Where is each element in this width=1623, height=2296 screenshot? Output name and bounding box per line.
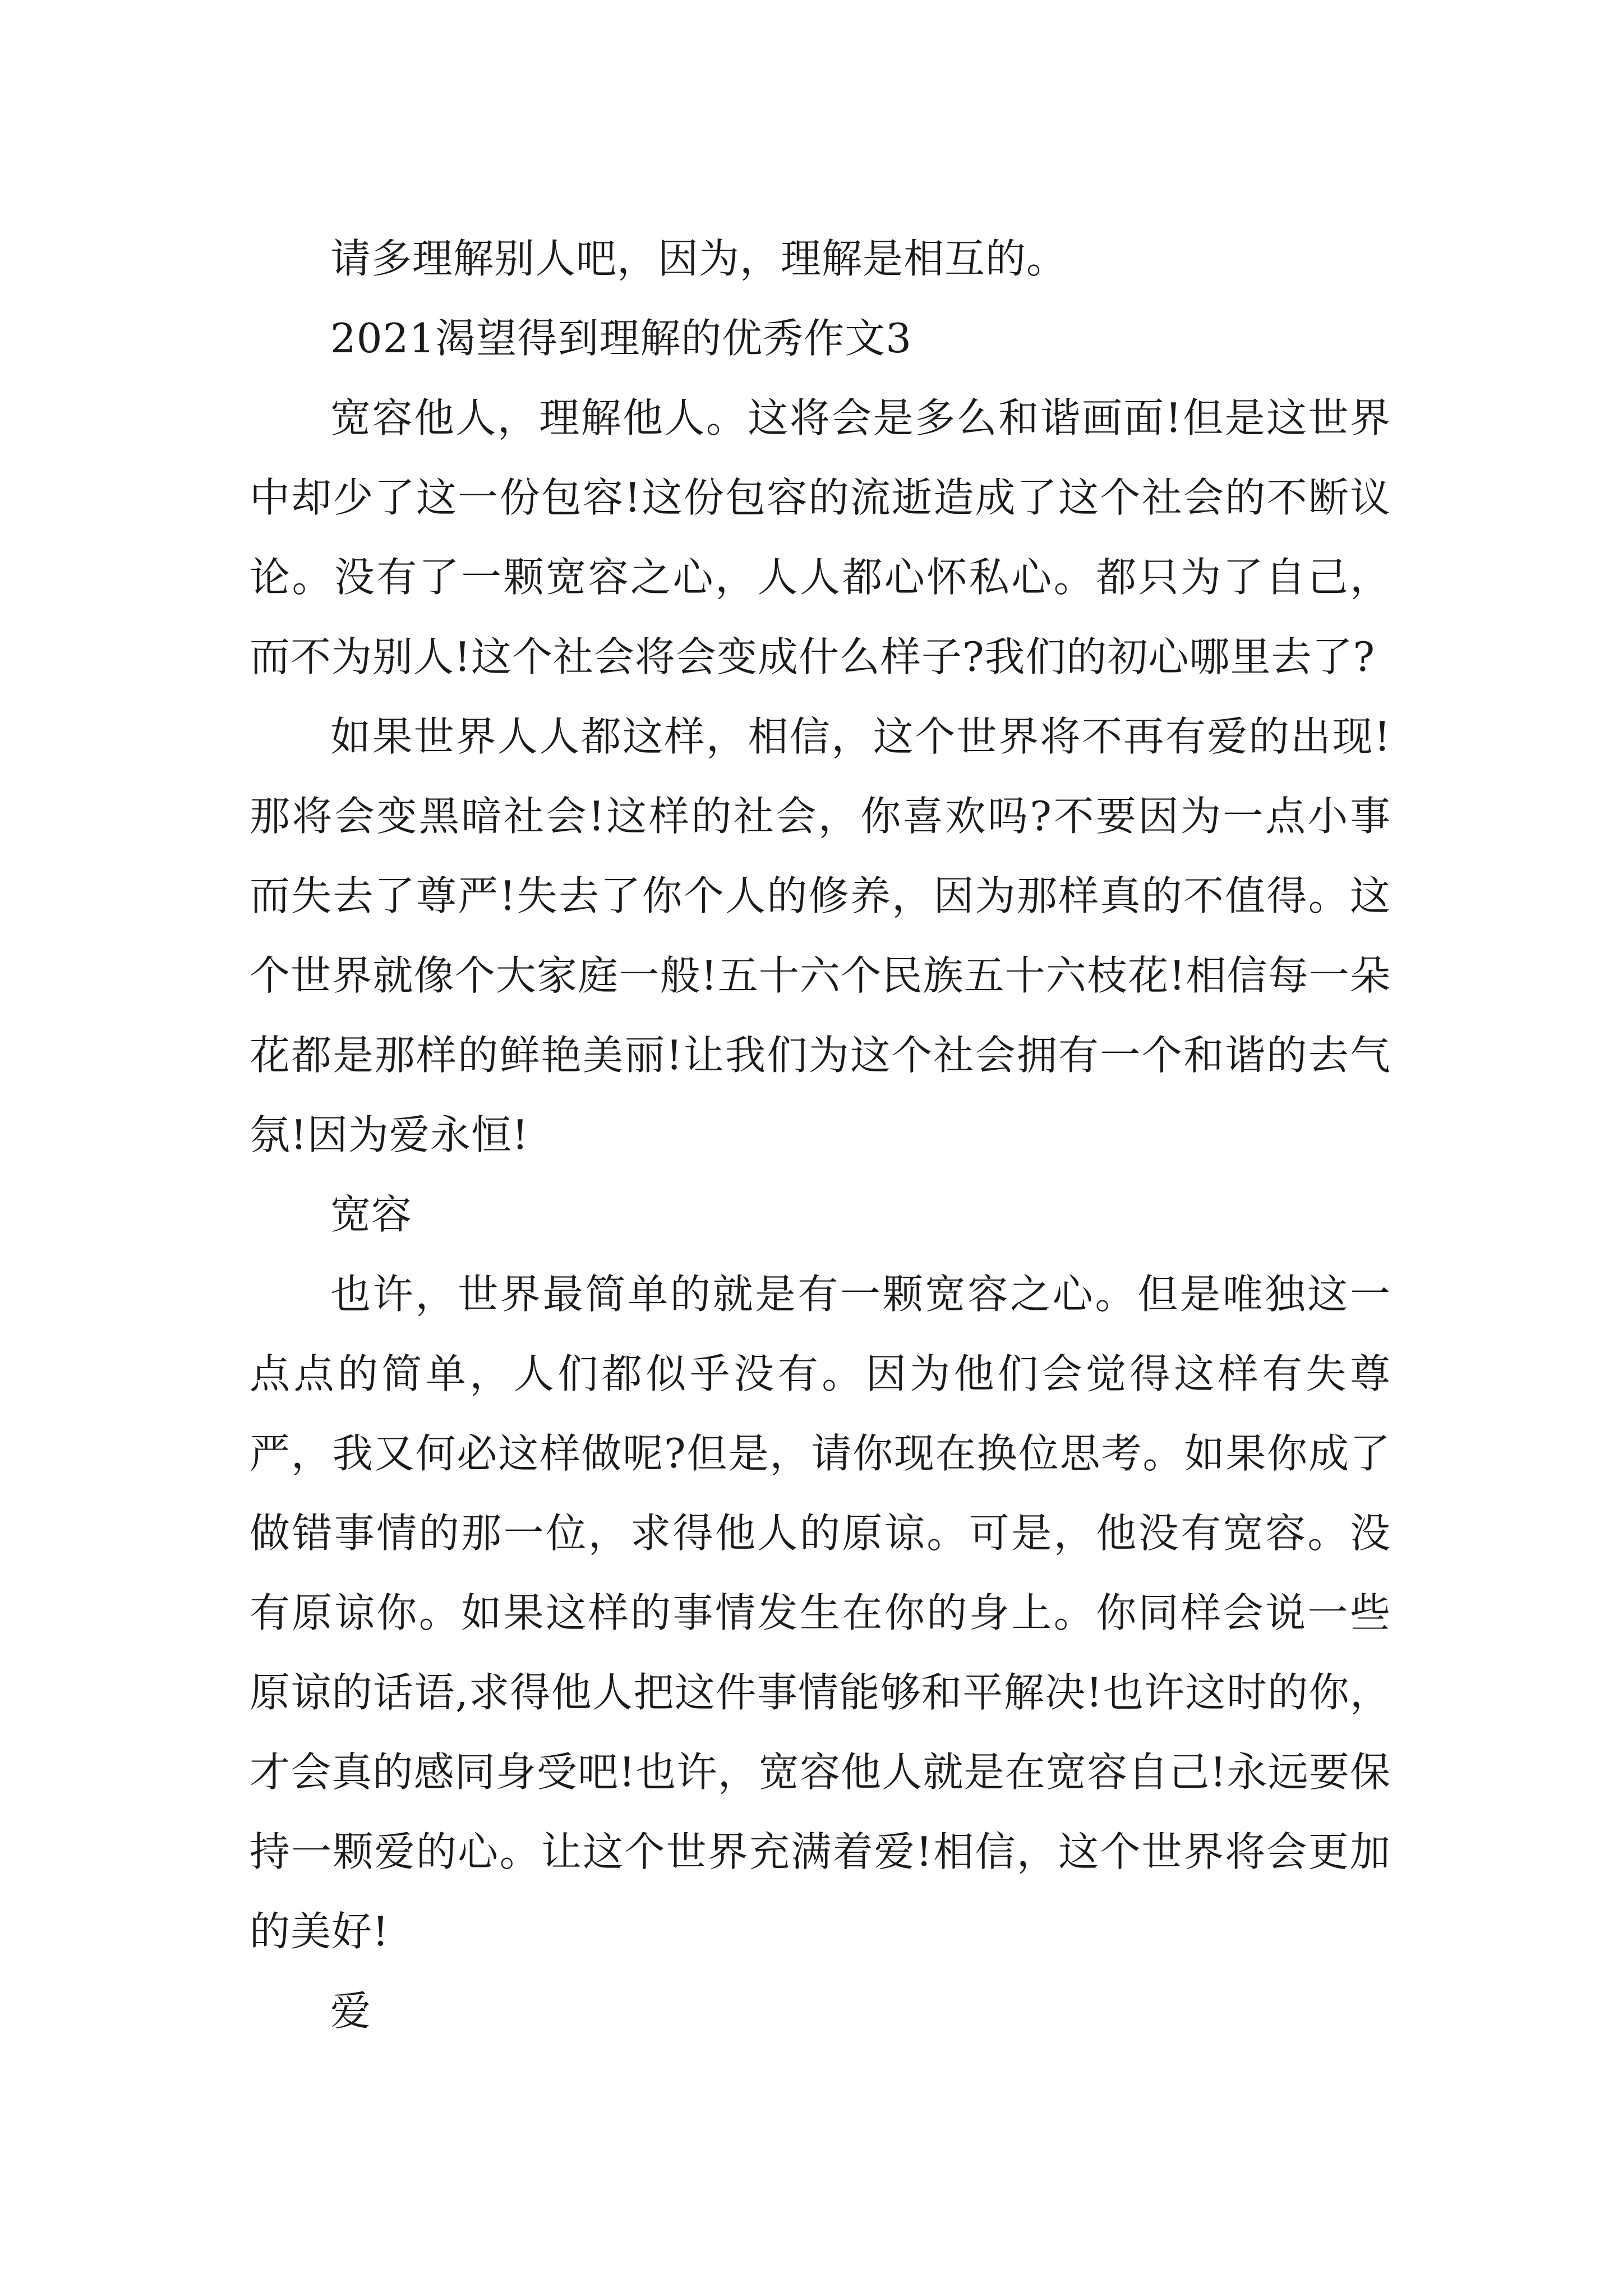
section-heading-love: 爱 — [330, 1987, 372, 2035]
essay-title: 2021渴望得到理解的优秀作文3 — [330, 315, 912, 362]
document-body — [250, 219, 1391, 2051]
paragraph-tolerance-intro: 宽容他人，理解他人。这将会是多么和谐画面!但是这世界中却少了这一份包容!这份包容的流逝造成了这个社会的不断议论。没有了一颗宽容之心，人人都心怀私心。都只为了自己，而不为别人!这个社会将会变成什么样子?我们的初心哪里去了? — [250, 394, 1391, 680]
paragraph-simple-tolerance: 也许，世界最简单的就是有一颗宽容之心。但是唯独这一点点的简单，人们都似乎没有。因为他们会觉得这样有失尊严，我又何必这样做呢?但是，请你现在换位思考。如果你成了做错事情的那一位，求得他人的原谅。可是，他没有宽容。没有原谅你。如果这样的事情发生在你的身上。你同样会说一些原谅的话语,求得他人把这件事情能够和平解决!也许这时的你，才会真的感同身受吧!也许，宽容他人就是在宽容自己!永远要保持一颗爱的心。让这个世界充满着爱!相信，这个世界将会更加的美好! — [250, 1271, 1391, 1955]
paragraph-world-without-love: 如果世界人人都这样，相信，这个世界将不再有爱的出现!那将会变黑暗社会!这样的社会，你喜欢吗?不要因为一点小事而失去了尊严!失去了你个人的修养，因为那样真的不值得。这个世界就像个大家庭一般!五十六个民族五十六枝花!相信每一朵花都是那样的鲜艳美丽!让我们为这个社会拥有一个和谐的去气氛!因为爱永恒! — [250, 713, 1391, 1158]
paragraph-closing-line: 请多理解别人吧，因为，理解是相互的。 — [330, 235, 1068, 282]
section-heading-tolerance: 宽容 — [330, 1191, 413, 1238]
